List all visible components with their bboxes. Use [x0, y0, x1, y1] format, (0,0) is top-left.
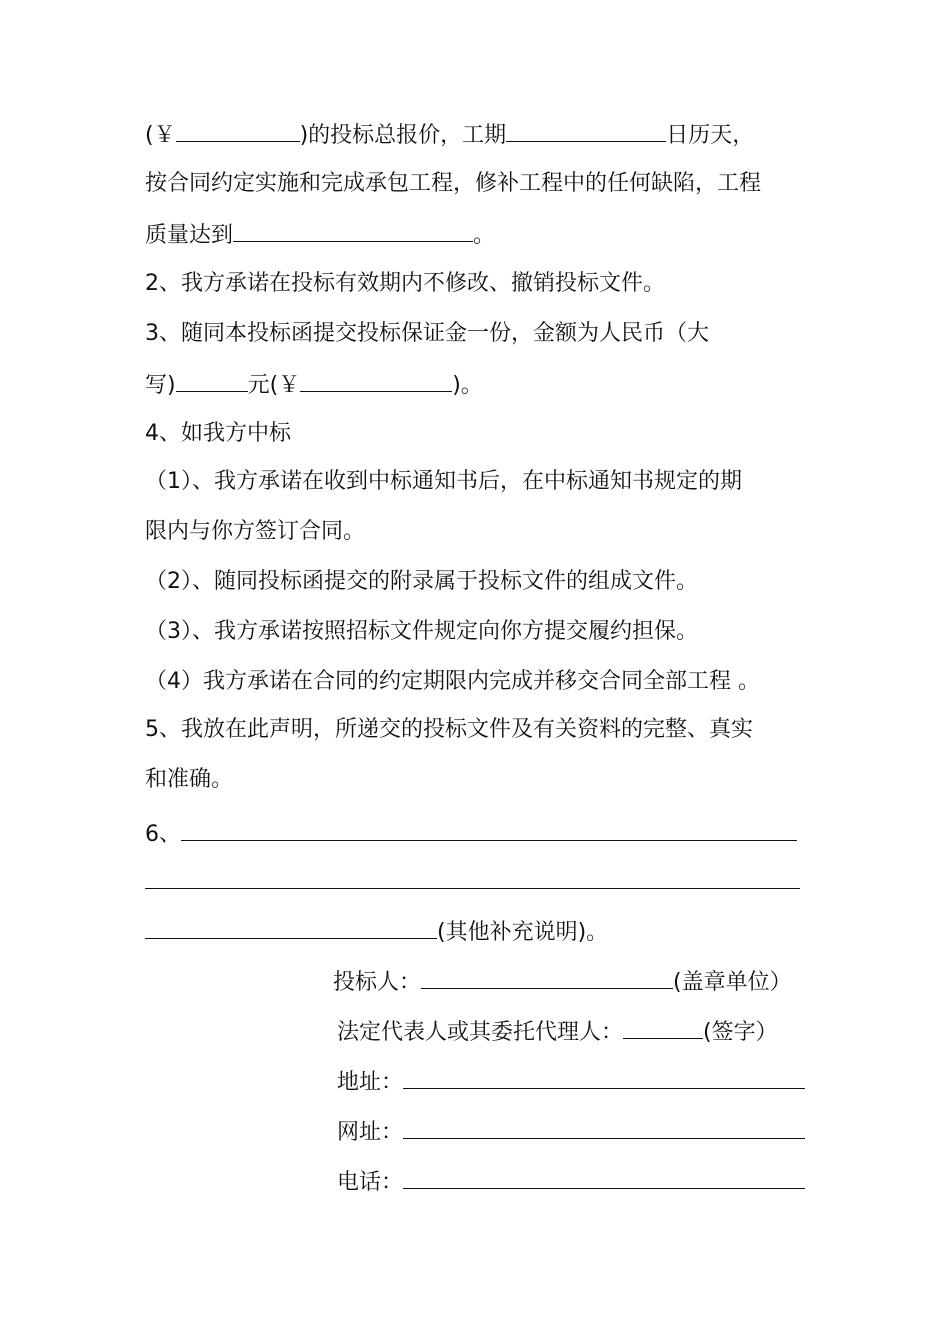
- bidder-label: 投标人：: [333, 970, 422, 995]
- item-2: 2、我方承诺在投标有效期内不修改、撤销投标文件。: [145, 271, 665, 296]
- item-6-blank-2[interactable]: [145, 866, 800, 889]
- yuan-yen-text: 元(￥: [247, 373, 301, 398]
- other-notes-text: (其他补充说明)。: [437, 920, 609, 945]
- quality-line: [145, 219, 495, 249]
- item-6-blank-1[interactable]: [181, 818, 797, 841]
- bidder-note: (盖章单位）: [673, 970, 792, 995]
- website-line: [337, 1116, 805, 1146]
- representative-line: [337, 1016, 778, 1046]
- calendar-days-text: 日历天，: [666, 123, 755, 148]
- representative-note: (签字）: [703, 1020, 778, 1045]
- phone-label: 电话：: [337, 1170, 404, 1195]
- item-4: 4、如我方中标: [145, 421, 291, 446]
- representative-blank[interactable]: [623, 1016, 703, 1039]
- address-label: 地址：: [337, 1070, 404, 1095]
- website-blank[interactable]: [403, 1116, 805, 1139]
- quality-blank[interactable]: [233, 219, 473, 242]
- sub-item-3: （3）、我方承诺按照招标文件规定向你方提交履约担保。: [145, 619, 698, 644]
- price-period-line: [145, 119, 754, 149]
- close-paren-text: )。: [452, 373, 483, 398]
- item-6-line-3: [145, 916, 608, 946]
- quality-period: 。: [473, 223, 496, 248]
- item-3-line-2: [145, 369, 483, 399]
- item-6-line-2: [145, 866, 800, 896]
- phone-line: [337, 1166, 805, 1196]
- quality-label: 质量达到: [145, 223, 234, 248]
- deposit-capital-blank[interactable]: [176, 369, 248, 392]
- item-3-line-1: 3、随同本投标函提交投标保证金一份，金额为人民币（大: [145, 321, 709, 346]
- item-6-blank-3[interactable]: [145, 916, 437, 939]
- item-6-line-1: [145, 818, 797, 848]
- address-line: [337, 1066, 805, 1096]
- deposit-amount-blank[interactable]: [300, 369, 452, 392]
- yen-open: (￥: [145, 123, 176, 148]
- item-5-line-2: 和准确。: [145, 767, 234, 792]
- bidder-line: [333, 966, 792, 996]
- capital-label: 写): [145, 373, 176, 398]
- item-5-line-1: 5、我放在此声明，所递交的投标文件及有关资料的完整、真实: [145, 717, 753, 742]
- sub-item-4: （4）我方承诺在合同的约定期限内完成并移交合同全部工程 。: [145, 669, 760, 694]
- total-price-blank[interactable]: [176, 119, 300, 142]
- total-price-text: )的投标总报价，工期: [299, 123, 507, 148]
- sub-item-1-line-2: 限内与你方签订合同。: [145, 519, 366, 544]
- sub-item-1-line-1: （1）、我方承诺在收到中标通知书后，在中标通知书规定的期: [145, 469, 742, 494]
- bidder-blank[interactable]: [421, 966, 673, 989]
- phone-blank[interactable]: [403, 1166, 805, 1189]
- contract-text-line: 按合同约定实施和完成承包工程，修补工程中的任何缺陷，工程: [145, 171, 762, 196]
- website-label: 网址：: [337, 1120, 404, 1145]
- address-blank[interactable]: [403, 1066, 805, 1089]
- item-6-label: 6、: [145, 822, 181, 847]
- representative-label: 法定代表人或其委托代理人：: [337, 1020, 624, 1045]
- sub-item-2: （2）、随同投标函提交的附录属于投标文件的组成文件。: [145, 569, 698, 594]
- period-days-blank[interactable]: [506, 119, 666, 142]
